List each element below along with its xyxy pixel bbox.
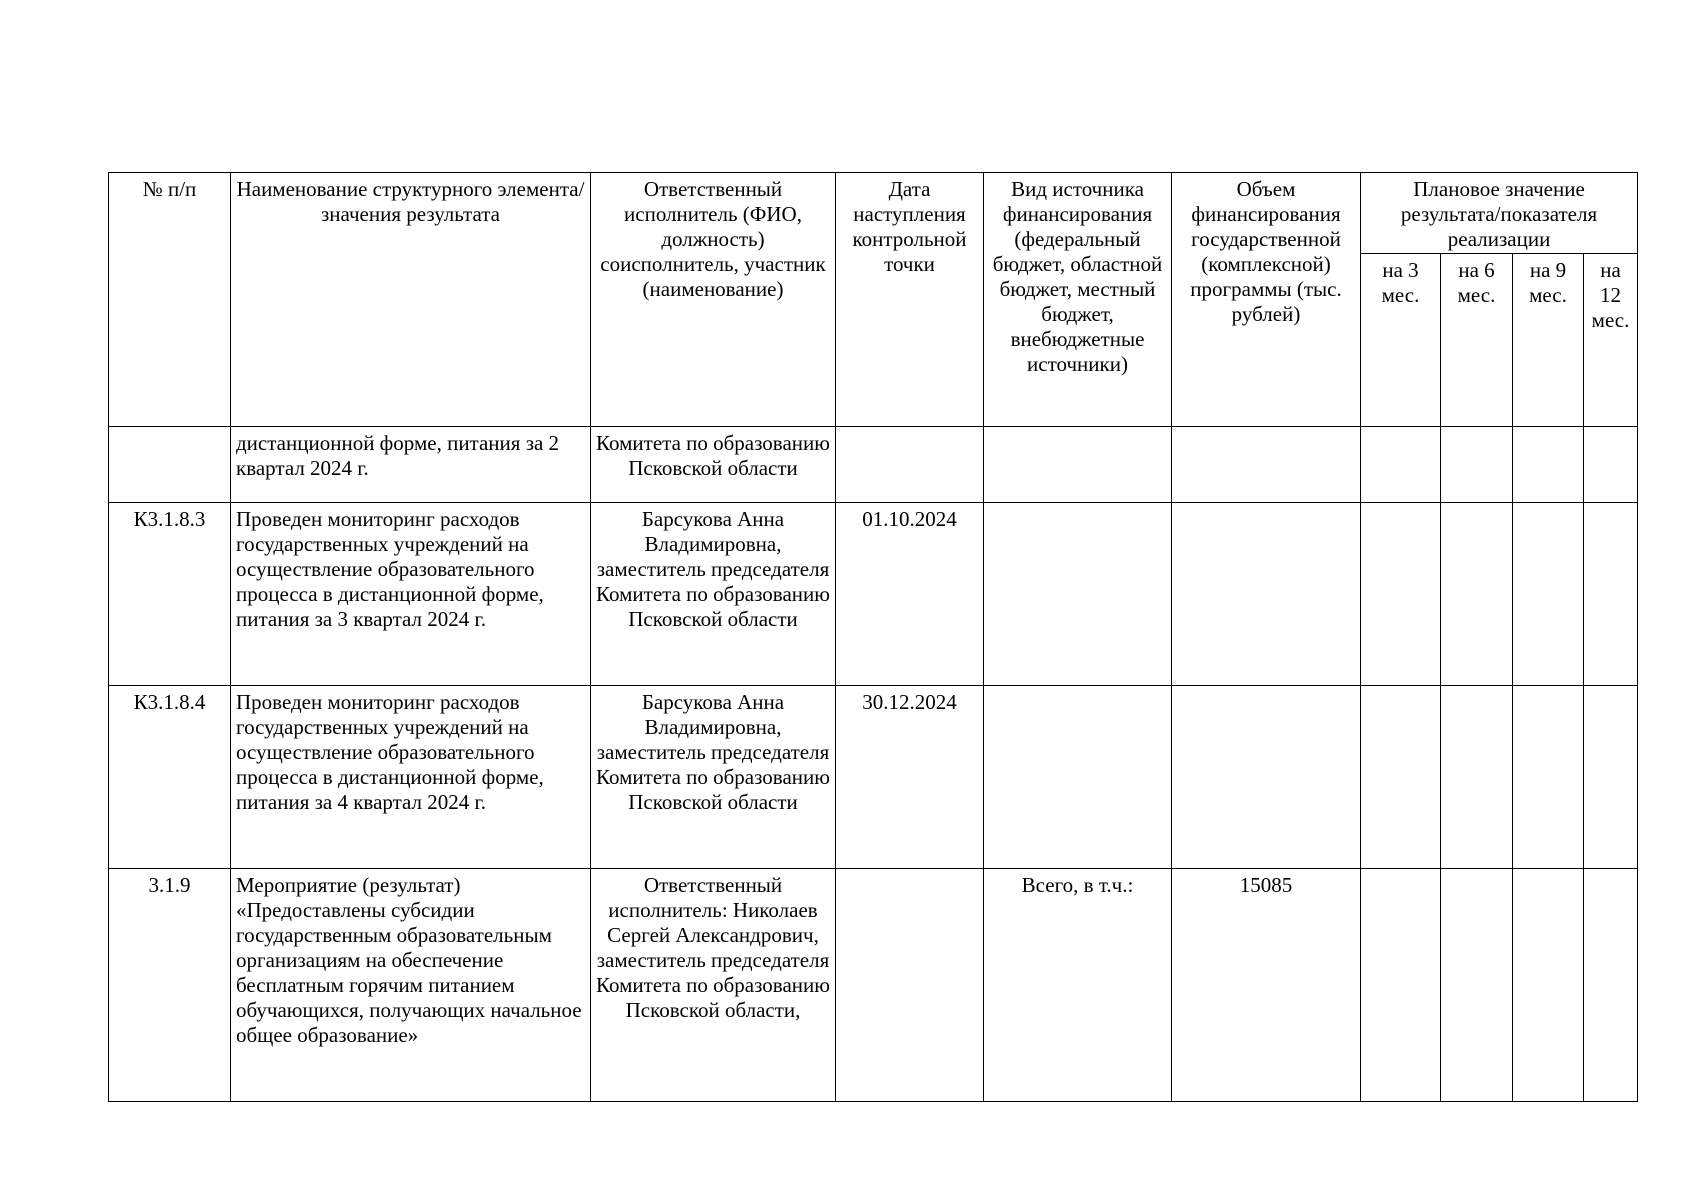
row-source bbox=[984, 427, 1172, 503]
row-responsible: Барсукова Анна Владимировна, заместитель председателя Комитета по образованию Псковской области bbox=[591, 686, 836, 869]
row-num: К3.1.8.3 bbox=[109, 503, 231, 686]
row-m12 bbox=[1584, 869, 1638, 1102]
row-num: 3.1.9 bbox=[109, 869, 231, 1102]
row-m3 bbox=[1361, 503, 1441, 686]
row-m9 bbox=[1513, 427, 1584, 503]
row-m6 bbox=[1441, 503, 1513, 686]
header-name: Наименование структурного элемента/ значения результата bbox=[231, 173, 591, 427]
row-m3 bbox=[1361, 686, 1441, 869]
row-date: 01.10.2024 bbox=[836, 503, 984, 686]
header-volume: Объем финансирования государственной (комплексной) программы (тыс. рублей) bbox=[1172, 173, 1361, 427]
row-name: дистанционной форме, питания за 2 квартал 2024 г. bbox=[231, 427, 591, 503]
row-source bbox=[984, 686, 1172, 869]
row-m9 bbox=[1513, 869, 1584, 1102]
row-m6 bbox=[1441, 869, 1513, 1102]
row-m3 bbox=[1361, 427, 1441, 503]
row-name: Проведен мониторинг расходов государственных учреждений на осуществление образовательного процесса в дистанционной форме, питания за 3 квартал 2024 г. bbox=[231, 503, 591, 686]
table-header-row bbox=[109, 173, 1638, 254]
row-volume bbox=[1172, 427, 1361, 503]
header-m6: на 6 мес. bbox=[1441, 254, 1513, 427]
row-date bbox=[836, 869, 984, 1102]
row-m9 bbox=[1513, 503, 1584, 686]
header-num: № п/п bbox=[109, 173, 231, 427]
row-responsible: Ответственный исполнитель: Николаев Сергей Александрович, заместитель председателя Комитета по образованию Псковской области, bbox=[591, 869, 836, 1102]
table-row bbox=[109, 686, 1638, 869]
row-source: Всего, в т.ч.: bbox=[984, 869, 1172, 1102]
row-source bbox=[984, 503, 1172, 686]
row-m6 bbox=[1441, 427, 1513, 503]
row-m9 bbox=[1513, 686, 1584, 869]
row-volume bbox=[1172, 503, 1361, 686]
table-row bbox=[109, 869, 1638, 1102]
row-name: Мероприятие (результат) «Предоставлены субсидии государственным образовательным организациям на обеспечение бесплатным горячим питанием обучающихся, получающих начальное общее образование» bbox=[231, 869, 591, 1102]
row-date bbox=[836, 427, 984, 503]
header-source: Вид источника финансирования (федеральный бюджет, областной бюджет, местный бюджет, внебюджетные источники) bbox=[984, 173, 1172, 427]
header-m9: на 9 мес. bbox=[1513, 254, 1584, 427]
row-m12 bbox=[1584, 686, 1638, 869]
row-responsible: Комитета по образованию Псковской области bbox=[591, 427, 836, 503]
row-name: Проведен мониторинг расходов государственных учреждений на осуществление образовательного процесса в дистанционной форме, питания за 4 квартал 2024 г. bbox=[231, 686, 591, 869]
table-row bbox=[109, 503, 1638, 686]
header-responsible: Ответственный исполнитель (ФИО, должность) соисполнитель, участник (наименование) bbox=[591, 173, 836, 427]
header-m3: на 3 мес. bbox=[1361, 254, 1441, 427]
row-num: К3.1.8.4 bbox=[109, 686, 231, 869]
plan-table bbox=[108, 172, 1638, 1102]
header-planned: Плановое значение результата/показателя реализации bbox=[1361, 173, 1638, 254]
row-num bbox=[109, 427, 231, 503]
row-date: 30.12.2024 bbox=[836, 686, 984, 869]
row-volume bbox=[1172, 686, 1361, 869]
table-row bbox=[109, 427, 1638, 503]
header-m12: на 12 мес. bbox=[1584, 254, 1638, 427]
row-m12 bbox=[1584, 427, 1638, 503]
row-responsible: Барсукова Анна Владимировна, заместитель председателя Комитета по образованию Псковской области bbox=[591, 503, 836, 686]
row-m12 bbox=[1584, 503, 1638, 686]
header-date: Дата наступления контрольной точки bbox=[836, 173, 984, 427]
row-m3 bbox=[1361, 869, 1441, 1102]
row-m6 bbox=[1441, 686, 1513, 869]
row-volume: 15085 bbox=[1172, 869, 1361, 1102]
